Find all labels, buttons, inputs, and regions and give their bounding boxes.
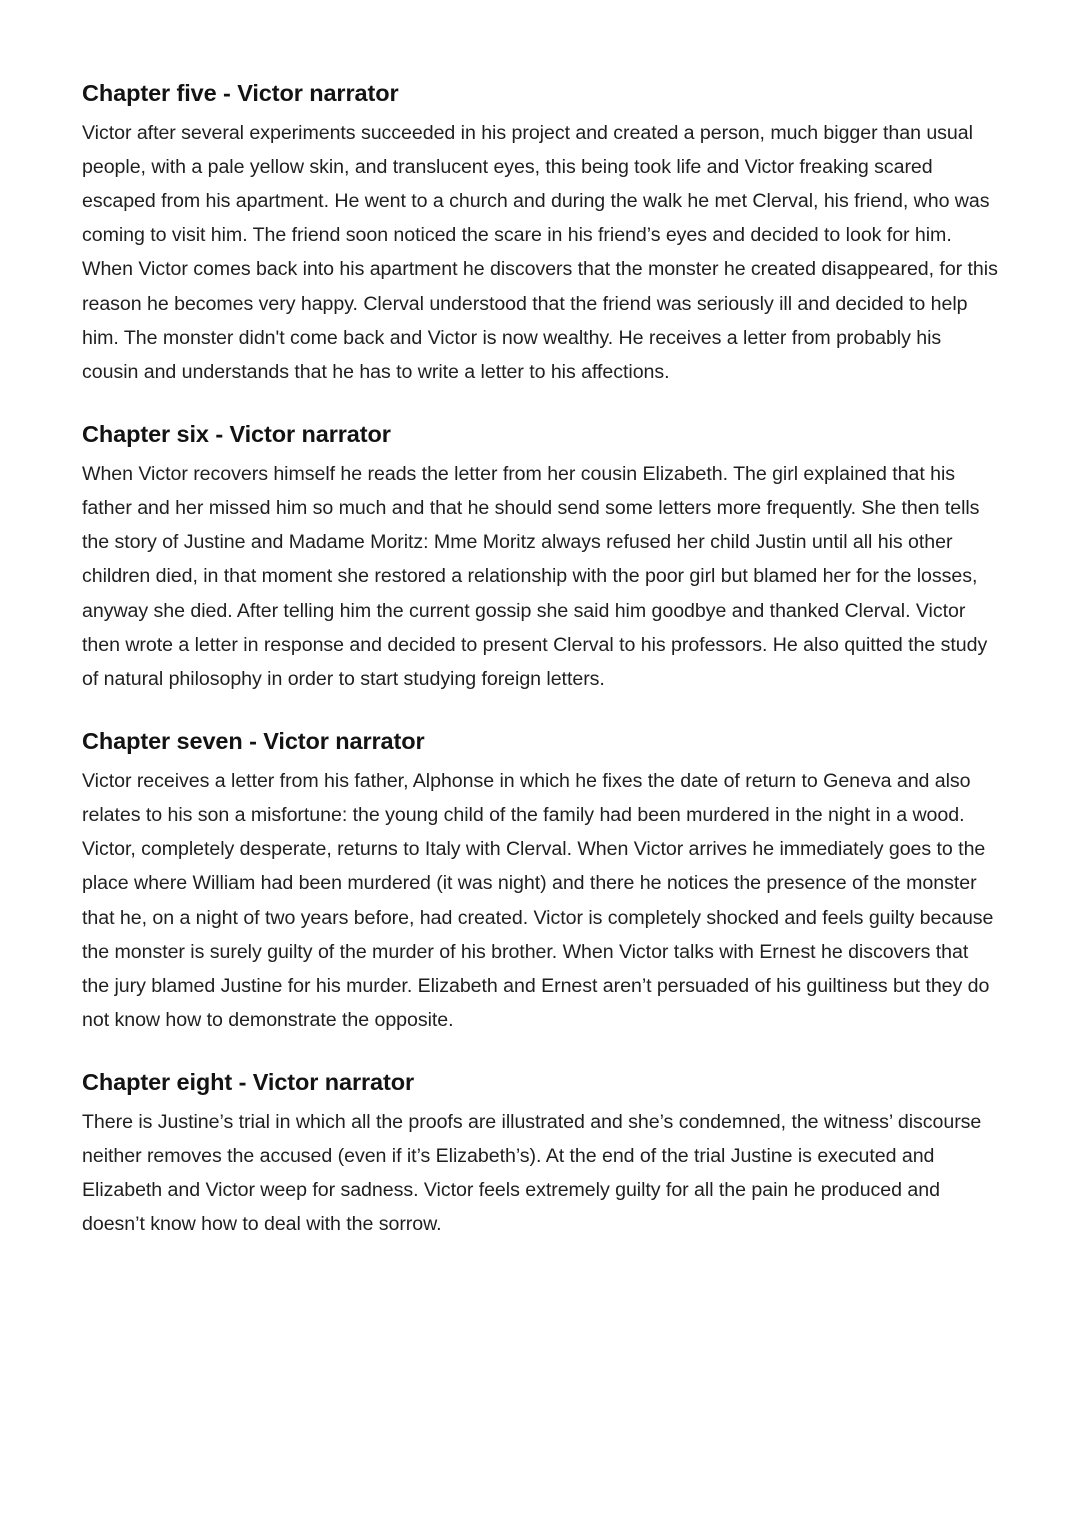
chapter-section-seven — [82, 726, 998, 1037]
chapter-section-six — [82, 419, 998, 696]
chapter-heading-six: Chapter six - Victor narrator — [82, 421, 391, 448]
chapter-paragraph-seven: Victor receives a letter from his father, Alphonse in which he fixes the date of return to Geneva and also relates to his son a misfortune: the young child of the family had been murdered in the night in a wood. Victor, completely desperate, returns to Italy with Clerval. When Victor arrives he immediately goes to the place where William had been murdered (it was night) and there he notices the presence of the monster that he, on a night of two years before, had created. Victor is completely shocked and feels guilty because the monster is surely guilty of the murder of his brother. When Victor talks with Ernest he discovers that the jury blamed Justine for his murder. Elizabeth and Ernest aren’t persuaded of his guiltiness but they do not know how to demonstrate the opposite. — [82, 769, 994, 1032]
document-body — [82, 78, 998, 1242]
chapter-heading-five: Chapter five - Victor narrator — [82, 80, 399, 106]
chapter-section-five — [82, 78, 998, 389]
chapter-paragraph-six: When Victor recovers himself he reads the letter from her cousin Elizabeth. The girl explained that his father and her missed him so much and that he should send some letters more frequently. She then tells the story of Justine and Madame Moritz: Mme Moritz always refused her child Justin until all his other children died, in that moment she restored a relationship with the poor girl but blamed her for the losses, anyway she died. After telling him the current gossip she said him goodbye and thanked Clerval. Victor then wrote a letter in response and decided to present Clerval to his professors. He also quitted the study of natural philosophy in order to start studying foreign letters. — [82, 462, 988, 690]
chapter-heading-seven: Chapter seven - Victor narrator — [82, 728, 425, 755]
chapter-paragraph-five: Victor after several experiments succeeded in his project and created a person, much bigger than usual people, with a pale yellow skin, and translucent eyes, this being took life and Victor freaking scared escaped from his apartment. He went to a church and during the walk he met Clerval, his friend, who was coming to visit him. The friend soon noticed the scare in his friend’s eyes and decided to look for him. When Victor comes back into his apartment he discovers that the monster he created disappeared, for this reason he becomes very happy. Clerval understood that the friend was seriously ill and decided to help him. The monster didn't come back and Victor is now wealthy. He receives a letter from probably his cousin and understands that he has to write a letter to his affections. — [82, 121, 998, 383]
chapter-paragraph-eight: There is Justine’s trial in which all the proofs are illustrated and she’s condemned, the witness’ discourse neither removes the accused (even if it’s Elizabeth’s). At the end of the trial Justine is executed and Elizabeth and Victor weep for sadness. Victor feels extremely guilty for all the pain he produced and doesn’t know how to deal with the sorrow. — [82, 1110, 982, 1236]
chapter-heading-eight: Chapter eight - Victor narrator — [82, 1069, 415, 1096]
chapter-section-eight — [82, 1067, 998, 1241]
